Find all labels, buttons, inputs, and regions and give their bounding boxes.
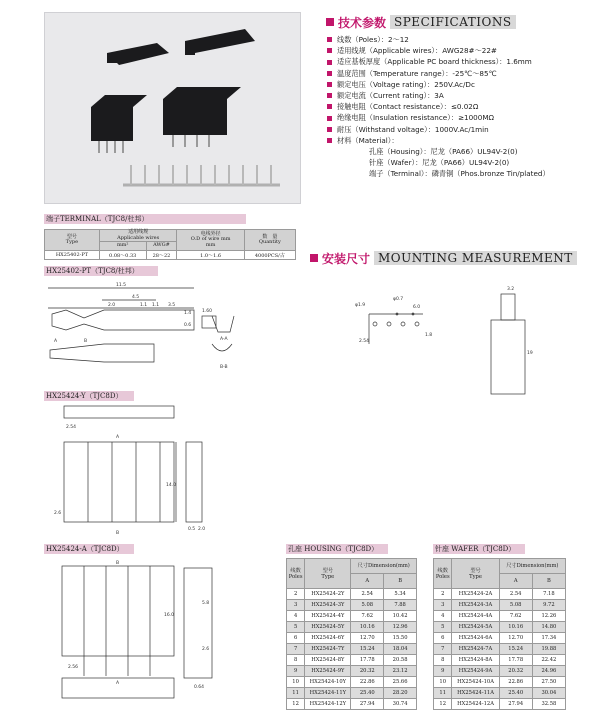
cell: 1.0～1.6: [177, 251, 244, 260]
dim-label: 4.5: [132, 295, 140, 300]
th-type: 型号 Type: [305, 559, 351, 589]
dim-label: 6.0: [413, 305, 421, 310]
table-cell: 10.16: [351, 622, 384, 633]
table-cell: 9: [287, 666, 305, 677]
bullet-icon: [327, 60, 332, 65]
specifications-list: [327, 34, 592, 180]
th-dimension: 尺寸Dimension(mm): [499, 559, 565, 574]
wafer-table: [433, 558, 566, 710]
wafer-table-title: [433, 544, 525, 554]
table-cell: 2: [287, 589, 305, 600]
spec-item: [327, 79, 592, 90]
table-cell: 5.08: [499, 600, 532, 611]
table-cell: 27.94: [351, 699, 384, 710]
dim-label: 3.2: [507, 287, 515, 292]
table-cell: 10.42: [384, 611, 417, 622]
bullet-icon: [327, 104, 332, 109]
th-poles: 线数 Poles: [287, 559, 305, 589]
table-row: [287, 666, 417, 677]
dim-label: 2.6: [202, 647, 210, 652]
table-cell: HX25424-5A: [452, 622, 499, 633]
table-cell: 17.78: [499, 655, 532, 666]
table-cell: HX25424-10Y: [305, 677, 351, 688]
th-dimension: 尺寸Dimension(mm): [351, 559, 417, 574]
dim-label: 16.0: [164, 613, 175, 618]
table-cell: HX25424-5Y: [305, 622, 351, 633]
material-wafer: 针座（Wafer）：尼龙（PA66）UL94V-2(0): [369, 158, 510, 168]
connector-illustration: [45, 13, 300, 203]
spec-item: [327, 135, 592, 146]
dim-label: 3.5: [168, 303, 176, 308]
table-cell: HX25424-8Y: [305, 655, 351, 666]
table-cell: HX25424-12A: [452, 699, 499, 710]
dim-label: 0.5: [188, 527, 196, 532]
dim-label: 2.6: [54, 511, 62, 516]
mounting-title-en: MOUNTING MEASUREMENT: [374, 251, 577, 265]
terminal-drawing: [44, 280, 244, 385]
spec-item: [327, 101, 592, 112]
spec-item: [327, 90, 592, 101]
table-cell: 27.94: [499, 699, 532, 710]
spec-text: 温度范围（Temperature range）：-25℃～85℃: [337, 68, 497, 78]
table-cell: 27.50: [532, 677, 565, 688]
table-cell: 10: [287, 677, 305, 688]
wafer-title-en: WAFER（TJC8D）: [451, 545, 516, 553]
table-cell: 25.66: [384, 677, 417, 688]
bullet-icon: [327, 71, 332, 76]
housing-table: [286, 558, 417, 710]
table-cell: 15.24: [499, 644, 532, 655]
table-row: [434, 622, 566, 633]
cell: HX25402-PT: [45, 251, 100, 260]
wafer-title-cn: 针座: [435, 545, 449, 553]
table-cell: 2.54: [499, 589, 532, 600]
table-cell: HX25424-7A: [452, 644, 499, 655]
table-cell: 4: [287, 611, 305, 622]
table-cell: 2.54: [351, 589, 384, 600]
table-cell: 8: [287, 655, 305, 666]
dim-label: 1.1: [152, 303, 160, 308]
table-row: [434, 633, 566, 644]
terminal-section-title: 端子TERMINAL（TJC8/杜邦）: [44, 214, 246, 224]
cell: 0.08～0.33: [99, 251, 146, 260]
housing-title-cn: 孔座: [288, 545, 302, 553]
dim-label: 1.8: [425, 333, 433, 338]
dim-label: 2.56: [68, 665, 79, 670]
bullet-icon: [327, 48, 332, 53]
table-row: [434, 589, 566, 600]
table-cell: 30.74: [384, 699, 417, 710]
table-row: [434, 655, 566, 666]
housing-table-title: [286, 544, 388, 554]
spec-text: 线数（Poles）：2～12: [337, 35, 409, 44]
table-cell: 5: [434, 622, 452, 633]
table-cell: 10.16: [499, 622, 532, 633]
table-cell: HX25424-3A: [452, 600, 499, 611]
table-cell: 6: [434, 633, 452, 644]
table-row: [434, 600, 566, 611]
table-cell: HX25424-9A: [452, 666, 499, 677]
spec-item: [327, 45, 592, 56]
bullet-icon: [327, 138, 332, 143]
table-cell: HX25424-2A: [452, 589, 499, 600]
dim-label: A: [116, 435, 120, 440]
table-cell: 12.70: [351, 633, 384, 644]
housing-title-en: HOUSING（TJC8D）: [304, 545, 379, 553]
spec-text: 耐压（Withstand voltage）：1000V.Ac/1min: [337, 124, 489, 134]
material-terminal: 端子（Terminal）：磷青铜（Phos.bronze Tin/plated）: [369, 169, 550, 179]
table-cell: HX25424-11Y: [305, 688, 351, 699]
dim-label: A: [116, 681, 120, 686]
table-cell: 6: [287, 633, 305, 644]
table-row: [287, 655, 417, 666]
table-cell: 7: [287, 644, 305, 655]
square-bullet-icon: [326, 18, 334, 26]
bullet-icon: [327, 82, 332, 87]
table-row: [287, 611, 417, 622]
table-cell: 12.96: [384, 622, 417, 633]
table-cell: 18.04: [384, 644, 417, 655]
section-label: B-B: [220, 365, 228, 370]
spec-item: [327, 34, 592, 45]
bullet-icon: [327, 93, 332, 98]
table-cell: 7.18: [532, 589, 565, 600]
table-cell: 10: [434, 677, 452, 688]
material-housing: 孔座（Housing）：尼龙（PA66）UL94V-2(0): [369, 147, 518, 157]
table-cell: 5: [287, 622, 305, 633]
dim-label: B: [116, 561, 120, 566]
table-cell: 12.70: [499, 633, 532, 644]
th-poles: 线数 Poles: [434, 559, 452, 589]
table-cell: 11: [434, 688, 452, 699]
table-cell: 11: [287, 688, 305, 699]
spec-item: [327, 112, 592, 123]
mounting-drawing: [355, 284, 540, 404]
table-row: [287, 688, 417, 699]
pt-drawing-title: HX25402-PT（TJC8/杜邦）: [44, 266, 158, 276]
table-row: [287, 644, 417, 655]
th-wire-mm: mm²: [99, 242, 146, 251]
table-cell: 15.24: [351, 644, 384, 655]
specifications-title-cn: 技术参数: [338, 15, 387, 30]
table-cell: 9.72: [532, 600, 565, 611]
th-wire-awg: AWG#: [146, 242, 177, 251]
table-row: [287, 699, 417, 710]
table-row: [287, 589, 417, 600]
mounting-heading: [310, 250, 577, 266]
table-cell: HX25424-6A: [452, 633, 499, 644]
table-cell: 3: [287, 600, 305, 611]
dim-label: 0.64: [194, 685, 205, 690]
th-qty: 数 量 Quantity: [244, 230, 295, 251]
table-cell: 20.32: [499, 666, 532, 677]
table-row: [434, 666, 566, 677]
table-cell: 24.96: [532, 666, 565, 677]
specifications-heading: [326, 14, 516, 30]
table-cell: HX25424-2Y: [305, 589, 351, 600]
dim-label: φ0.7: [393, 297, 404, 302]
spec-text: 额定电流（Current rating）：3A: [337, 91, 444, 101]
table-cell: 14.80: [532, 622, 565, 633]
spec-text: 适用线规（Applicable wires）：AWG28#～22#: [337, 46, 497, 56]
spec-item: [327, 68, 592, 79]
th-type: 型号 Type: [45, 230, 100, 251]
table-cell: 15.50: [384, 633, 417, 644]
section-label: A: [54, 339, 58, 344]
table-cell: 7.62: [351, 611, 384, 622]
dim-label: 1.1: [140, 303, 148, 308]
table-cell: 28.20: [384, 688, 417, 699]
bullet-icon: [327, 37, 332, 42]
section-label: B: [84, 339, 88, 344]
table-cell: 4: [434, 611, 452, 622]
specifications-title-en: SPECIFICATIONS: [390, 15, 516, 29]
table-cell: 25.40: [351, 688, 384, 699]
table-cell: 20.58: [384, 655, 417, 666]
dim-label: 2.0: [108, 303, 116, 308]
th-a: A: [351, 574, 384, 589]
wafer-a-drawing: [44, 556, 219, 704]
th-od: 电线外径 O.D of wire mm mm: [177, 230, 244, 251]
spec-text: 接触电阻（Contact resistance）：≤0.02Ω: [337, 102, 479, 112]
dim-label: φ1.9: [355, 303, 366, 308]
th-wire: 适用线规 Applicable wires: [99, 230, 177, 242]
table-cell: HX25424-3Y: [305, 600, 351, 611]
table-cell: 12.26: [532, 611, 565, 622]
table-cell: 3: [434, 600, 452, 611]
table-row: [45, 251, 296, 260]
table-row: [434, 611, 566, 622]
table-cell: 7: [434, 644, 452, 655]
terminal-table: [44, 229, 296, 260]
y-drawing-title: HX25424-Y（TJC8D）: [44, 391, 134, 401]
table-cell: 5.08: [351, 600, 384, 611]
table-cell: 30.04: [532, 688, 565, 699]
dim-label: 14.0: [166, 483, 177, 488]
housing-y-drawing: [44, 402, 219, 540]
spec-text: 适应基板厚度（Applicable PC board thickness）：1.6mm: [337, 57, 532, 67]
mounting-title-cn: 安装尺寸: [322, 251, 371, 266]
table-row: [434, 688, 566, 699]
table-cell: 17.78: [351, 655, 384, 666]
bullet-icon: [327, 127, 332, 132]
table-row: [287, 677, 417, 688]
table-cell: 25.40: [499, 688, 532, 699]
spec-text: 额定电压（Voltage rating）：250V.Ac/Dc: [337, 79, 475, 89]
table-cell: HX25424-10A: [452, 677, 499, 688]
dim-label: 1.60: [202, 309, 213, 314]
cell: 28～22: [146, 251, 177, 260]
table-cell: HX25424-8A: [452, 655, 499, 666]
table-cell: 9: [434, 666, 452, 677]
cell: 4000PCS/古: [244, 251, 295, 260]
table-row: [287, 622, 417, 633]
table-cell: HX25424-11A: [452, 688, 499, 699]
table-cell: 22.42: [532, 655, 565, 666]
bullet-icon: [327, 116, 332, 121]
table-row: [287, 600, 417, 611]
table-cell: HX25424-6Y: [305, 633, 351, 644]
dim-label: 2.54: [66, 425, 77, 430]
table-row: [434, 677, 566, 688]
dim-label: B: [116, 531, 120, 536]
square-bullet-icon: [310, 254, 318, 262]
dim-label: 1.4: [184, 311, 192, 316]
dim-label: 2.54: [359, 339, 370, 344]
dim-label: 11.5: [116, 283, 127, 288]
table-cell: HX25424-4Y: [305, 611, 351, 622]
table-row: [434, 699, 566, 710]
table-cell: HX25424-7Y: [305, 644, 351, 655]
table-cell: 2: [434, 589, 452, 600]
table-cell: 19.88: [532, 644, 565, 655]
table-cell: 12: [434, 699, 452, 710]
table-cell: HX25424-4A: [452, 611, 499, 622]
table-cell: 8: [434, 655, 452, 666]
product-photo: [44, 12, 301, 204]
table-row: [287, 633, 417, 644]
table-cell: 22.86: [351, 677, 384, 688]
spec-text: 材料（Material）：: [337, 135, 399, 145]
table-cell: 32.58: [532, 699, 565, 710]
th-a: A: [499, 574, 532, 589]
table-cell: 17.34: [532, 633, 565, 644]
table-cell: 20.32: [351, 666, 384, 677]
spec-item: [327, 56, 592, 67]
dim-label: 0.6: [184, 323, 192, 328]
spec-item: [327, 124, 592, 135]
dim-label: 19: [527, 351, 533, 356]
th-b: B: [384, 574, 417, 589]
table-cell: 5.34: [384, 589, 417, 600]
dim-label: 5.8: [202, 601, 210, 606]
table-cell: 7.62: [499, 611, 532, 622]
spec-text: 绝缘电阻（Insulation resistance）：≥1000MΩ: [337, 113, 495, 123]
dim-label: 2.0: [198, 527, 206, 532]
table-cell: HX25424-12Y: [305, 699, 351, 710]
table-row: [434, 644, 566, 655]
table-cell: 7.88: [384, 600, 417, 611]
table-cell: 12: [287, 699, 305, 710]
th-b: B: [532, 574, 565, 589]
a-drawing-title: HX25424-A（TJC8D）: [44, 544, 134, 554]
th-type: 型号 Type: [452, 559, 499, 589]
table-cell: HX25424-9Y: [305, 666, 351, 677]
section-label: A-A: [220, 337, 228, 342]
table-cell: 22.86: [499, 677, 532, 688]
table-cell: 23.12: [384, 666, 417, 677]
